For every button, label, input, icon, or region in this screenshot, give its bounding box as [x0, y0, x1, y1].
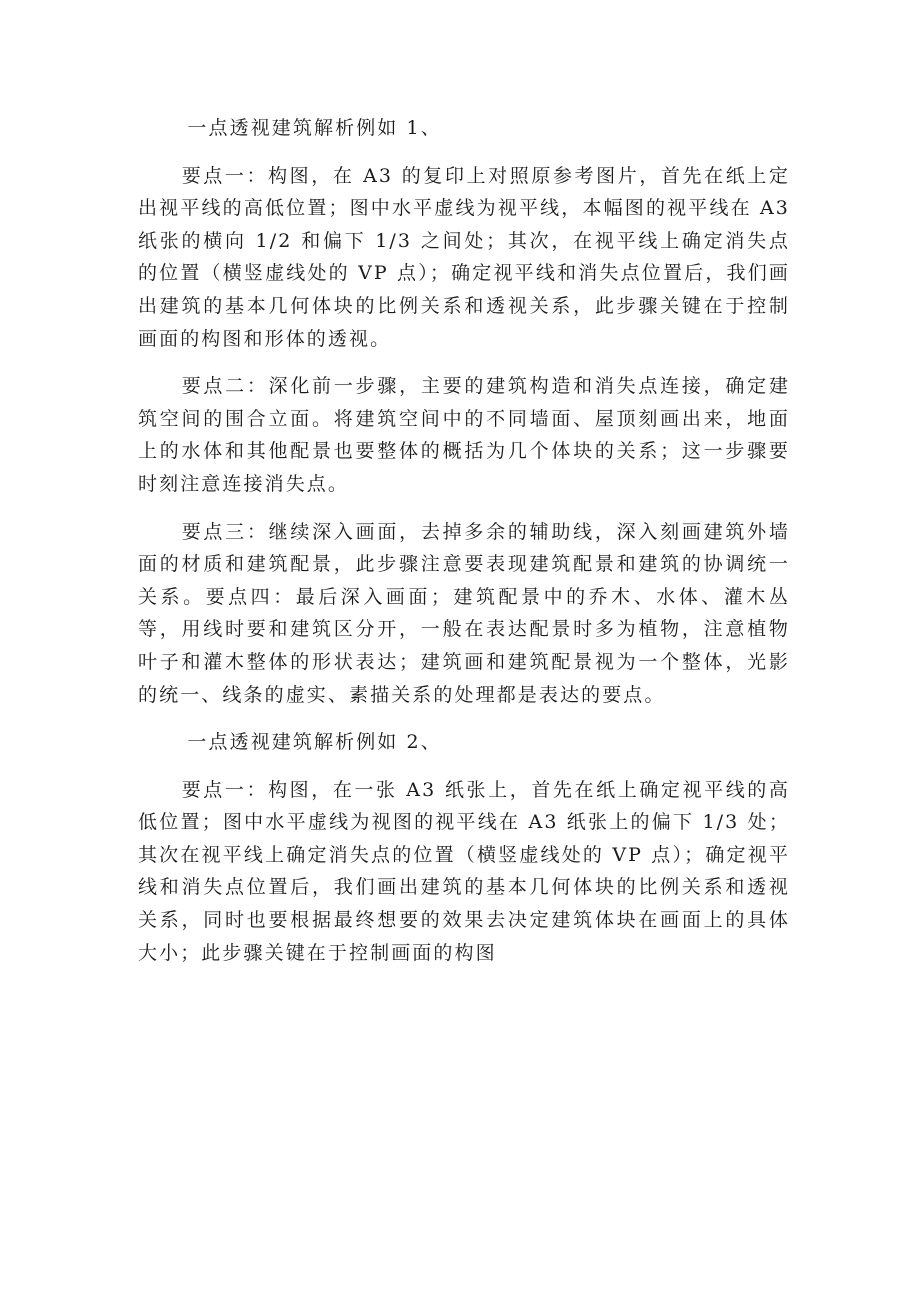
paragraph-2-1: 要点一：构图，在一张 A3 纸张上，首先在纸上确定视平线的高低位置；图中水平虚线为视图的视平线在 A3 纸张上的偏下 1/3 处；其次在视平线上确定消失点的位置（横竖虚线处的 VP 点）；确定视平线和消失点位置后，我们画出建筑的基本几何体块的比例关系和透视关系，同时也要根据最终想要的效果去决定建筑体块在画面上的具体大小；此步骤关键在于控制画面的构图: [138, 778, 790, 964]
paragraph-1-2: 要点二：深化前一步骤，主要的建筑构造和消失点连接，确定建筑空间的围合立面。将建筑空间中的不同墙面、屋顶刻画出来，地面上的水体和其他配景也要整体的概括为几个体块的关系；这一步骤要时刻注意连接消失点。: [138, 375, 790, 495]
paragraph-1-3: 要点三：继续深入画面，去掉多余的辅助线，深入刻画建筑外墙面的材质和建筑配景，此步骤注意要表现建筑配景和建筑的协调统一关系。要点四：最后深入画面；建筑配景中的乔木、水体、灌木丛等，用线时要和建筑区分开，一般在表达配景时多为植物，注意植物叶子和灌木整体的形状表达；建筑画和建筑配景视为一个整体，光影的统一、线条的虚实、素描关系的处理都是表达的要点。: [138, 520, 790, 706]
paragraph-1-1: 要点一：构图，在 A3 的复印上对照原参考图片，首先在纸上定出视平线的高低位置；图中水平虚线为视平线，本幅图的视平线在 A3 纸张的横向 1/2 和偏下 1/3 之间处；其次，在视平线上确定消失点的位置（横竖虚线处的 VP 点）；确定视平线和消失点位置后，我们画出建筑的基本几何体块的比例关系和透视关系，此步骤关键在于控制画面的构图和形体的透视。: [138, 164, 790, 350]
document-body: [138, 112, 790, 984]
section-heading-2: 一点透视建筑解析例如 2、: [187, 731, 442, 754]
section-heading-1: 一点透视建筑解析例如 1、: [187, 117, 442, 139]
